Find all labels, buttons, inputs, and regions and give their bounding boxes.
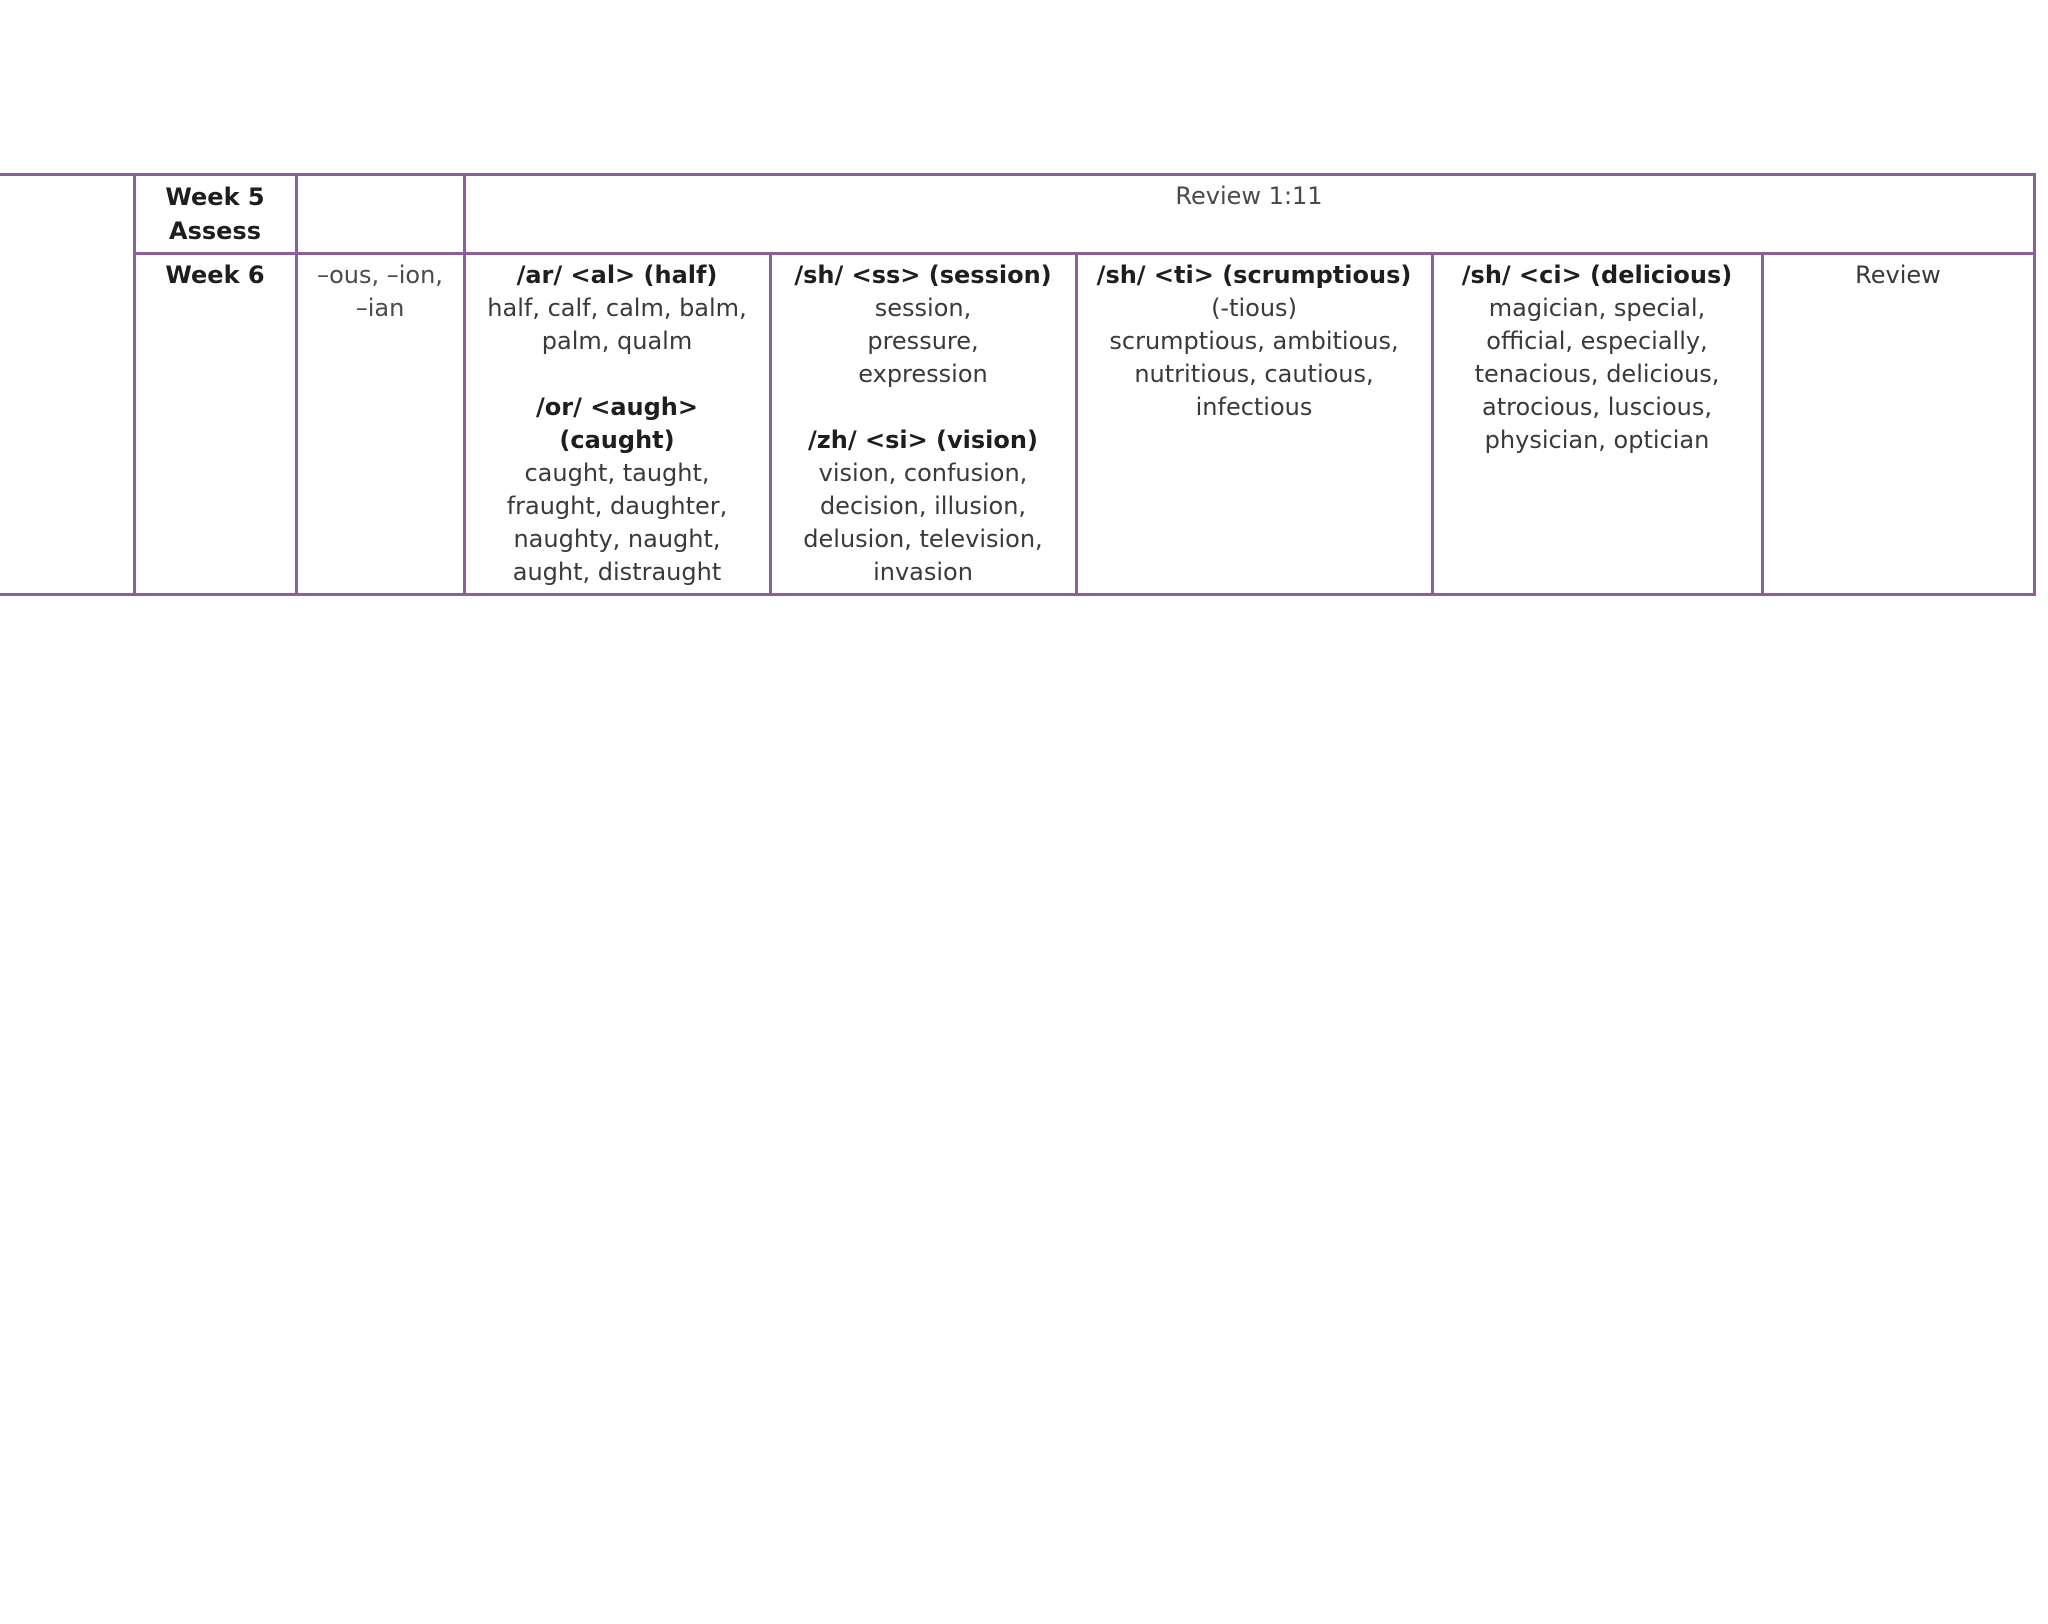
half-heading: /ar/ <al> (half)	[516, 261, 718, 289]
week-5-assess-label	[134, 175, 296, 254]
vision-words: vision, confusion, decision, illusion, delusion, television, invasion	[803, 459, 1043, 586]
scrumptious-cell	[1076, 254, 1432, 595]
blank-cell	[0, 175, 134, 595]
session-words: session, pressure, expression	[858, 294, 988, 388]
assess-suffix-cell	[296, 175, 464, 254]
half-words: half, calf, calm, balm, palm, qualm	[487, 294, 747, 355]
scrumptious-heading: /sh/ <ti> (scrumptious)	[1096, 261, 1412, 289]
review-cell	[1762, 254, 2034, 595]
session-heading: /sh/ <ss> (session)	[794, 261, 1052, 289]
delicious-cell	[1432, 254, 1762, 595]
vision-heading: /zh/ <si> (vision)	[808, 426, 1038, 454]
week-6-row	[0, 254, 2034, 595]
session-vision-cell	[770, 254, 1076, 595]
spelling-plan-table	[0, 173, 2036, 596]
spacer	[476, 358, 759, 391]
delicious-heading: /sh/ <ci> (delicious)	[1461, 261, 1733, 289]
tious-note: (-tious)	[1211, 294, 1297, 322]
review-span-cell	[464, 175, 2034, 254]
assess-row	[0, 175, 2034, 254]
week-5-assess-text: Week 5 Assess	[165, 183, 265, 245]
week-6-label	[134, 254, 296, 595]
spacer	[782, 391, 1065, 424]
week-6-text: Week 6	[165, 261, 265, 289]
suffix-cell	[296, 254, 464, 595]
review-1-11-text: Review 1:11	[1175, 182, 1323, 210]
caught-heading: /or/ <augh> (caught)	[536, 393, 698, 454]
half-caught-cell	[464, 254, 770, 595]
suffix-list: –ous, –ion, –ian	[317, 261, 443, 322]
scrumptious-words: scrumptious, ambitious, nutritious, cautious, infectious	[1109, 327, 1399, 421]
review-text: Review	[1855, 261, 1941, 289]
caught-words: caught, taught, fraught, daughter, naughty, naught, aught, distraught	[506, 459, 728, 586]
delicious-words: magician, special, official, especially, tenacious, delicious, atrocious, luscious, physician, optician	[1474, 294, 1720, 454]
